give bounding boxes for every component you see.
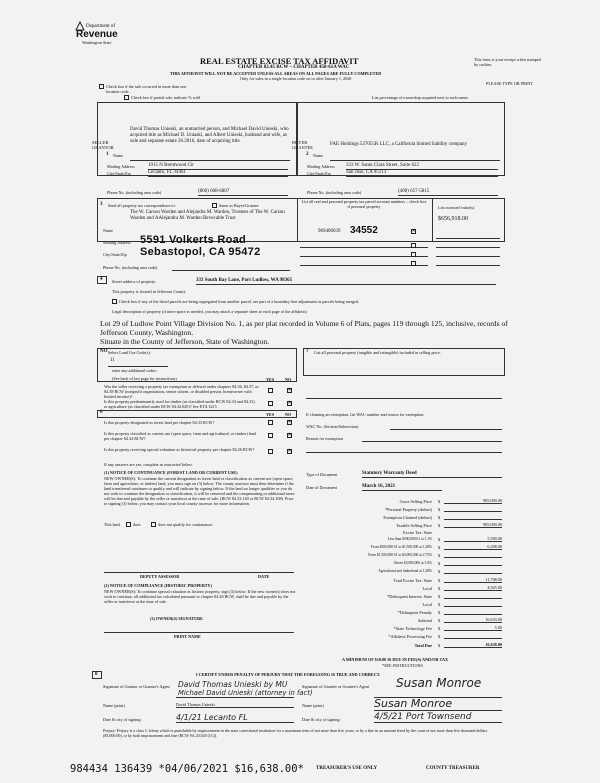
dollar-sign: $	[438, 643, 441, 648]
dollar-sign: $	[438, 626, 441, 631]
section3-name-label: Name	[103, 228, 113, 233]
agency-line3: Washington State	[82, 40, 112, 45]
treasurer-stamp: 984434 136439 *04/06/2021 $16,638.00*	[70, 763, 304, 775]
section3-mailing: 5591 Volkerts Road	[140, 234, 247, 246]
partial-sale-checkbox[interactable]	[124, 95, 129, 100]
tax-row-value: 985,000.00	[444, 498, 502, 504]
s5-no-header: NO	[285, 377, 292, 382]
s6-q2-yes[interactable]	[268, 433, 273, 438]
total-value	[444, 633, 502, 639]
tax-row-label: Exemption Claimed (deduct)	[383, 515, 432, 520]
legal-desc-label: Legal description of property (if more space is needed, you may attach a separate sheet to each page of the affidavit)	[112, 309, 307, 314]
tier-label: Agricultural and timberland at 1.28%	[378, 569, 432, 573]
grantee-date: 4/5/21 Port Townsend	[374, 712, 502, 723]
parcels-header: List all real and personal property tax parcel account numbers – check box if personal property	[301, 199, 427, 209]
seller-city: Lecanto, FL 34461	[148, 170, 288, 177]
s6-q1-no[interactable]	[287, 420, 292, 425]
parcel-personal-checkbox-4[interactable]	[411, 261, 416, 266]
seller-name-label: Name	[113, 153, 123, 158]
multi-location-checkbox[interactable]	[99, 84, 104, 89]
see-back: (See back of last page for instructions)	[112, 376, 177, 381]
total-value: 5.00	[444, 625, 502, 631]
tax-row-label: *Personal Property (deduct)	[385, 507, 432, 512]
section3-city-label: City/State/Zip	[103, 252, 127, 257]
section5-no: NO	[100, 349, 108, 354]
doc-type: Statutory Warranty Deed	[362, 471, 502, 478]
treasurer-use-only: TREASURER'S USE ONLY	[316, 766, 378, 771]
tier-label: From $1,500,000.01 to $3,000,000 at 2.75%	[368, 553, 432, 557]
buyer-phone-label: Phone No. (including area code)	[307, 190, 362, 195]
dor-logo	[76, 24, 118, 45]
situate: Situate in the County of Jefferson, State of Washington.	[100, 337, 270, 346]
does-qualify-checkbox[interactable]	[126, 522, 131, 527]
s5-q1-no[interactable]	[287, 388, 292, 393]
grantor-name: David Thomas Unieski	[176, 702, 294, 708]
grantor-signature: David Thomas Unieski by MU	[178, 680, 288, 689]
dollar-sign: $	[438, 537, 441, 542]
parcel-personal-checkbox-3[interactable]	[411, 252, 416, 257]
s5-q1: Was the seller receiving a property tax exemption or deferral under chapters 84.36, 84.37, or 84.38 RCW (nonprofit organization, senior citizen, or disabled person, homeowner with limited income)?	[104, 384, 259, 399]
tier-value: 5,500.00	[444, 536, 502, 542]
ownership-note: List percentage of ownership acquired next to each name.	[372, 95, 469, 100]
additional-codes: enter any additional codes:	[112, 368, 157, 373]
seller-side-label: SELLER GRANTOR	[92, 140, 114, 150]
parcel-personal-checkbox[interactable]	[411, 229, 416, 234]
form-subtitle: CHAPTER 82.45 RCW – CHAPTER 458-61A WAC	[238, 65, 350, 70]
receipt-note: This form is your receipt when stamped by cashier.	[474, 57, 541, 67]
form-warning: THIS AFFIDAVIT WILL NOT BE ACCEPTED UNLESS ALL AREAS ON ALL PAGES ARE FULLY COMPLETED	[170, 71, 382, 76]
does-not-label: does not qualify for continuance.	[158, 522, 214, 527]
total-label: Total Due	[414, 643, 432, 648]
s5-q2-no[interactable]	[287, 401, 292, 406]
tier-label: Above $3,000,000 at 3.0%	[393, 561, 432, 565]
type-or-print: PLEASE TYPE OR PRINT	[486, 81, 533, 86]
s6-q2-no[interactable]	[287, 433, 292, 438]
doc-type-label: Type of Document	[306, 472, 338, 477]
dollar-sign: $	[438, 515, 441, 520]
see-instructions: *SEE INSTRUCTIONS	[382, 663, 423, 668]
total-value: 4,925.00	[444, 585, 502, 591]
tier-label: Less than $500,000.01 at 1.1%	[387, 537, 432, 541]
tax-row-label: Taxable Selling Price	[396, 523, 432, 528]
grantor-name-label: Name (print)	[103, 703, 125, 708]
land-use-code: 11	[110, 358, 115, 363]
tier-value	[444, 560, 502, 566]
same-as-buyer-checkbox[interactable]	[212, 203, 217, 208]
grantee-date-label: Date & city of signing:	[302, 717, 341, 722]
parcel-a: 969400039	[318, 229, 341, 234]
section3-label: Send all property tax correspondence to:	[108, 203, 176, 208]
notice1-title: (1) NOTICE OF CONTINUANCE (FOREST LAND OR CURRENT USE)	[104, 470, 238, 475]
parcel-b: 34552	[350, 225, 378, 236]
seller-mailing-label: Mailing Address	[107, 164, 135, 169]
dollar-sign: $	[438, 602, 441, 607]
print-name: PRINT NAME	[174, 634, 201, 639]
partial-sale-label: Check box if partial sale, indicate % sold	[131, 95, 200, 100]
buyer-section-no: 2	[306, 152, 309, 157]
s5-yes-header: YES	[266, 377, 275, 382]
buyer-city-label: City/State/Zip	[307, 171, 331, 176]
does-label: does	[133, 522, 141, 527]
dollar-sign: $	[438, 553, 441, 558]
s6-q2: Is this property classified as current use (open space, farm and agricultural, or timber) land per chapter 84.34 RCW?	[104, 431, 256, 441]
county-treasurer: COUNTY TREASURER	[426, 766, 480, 771]
notice2-title: (2) NOTICE OF COMPLIANCE (HISTORIC PROPERTY)	[104, 583, 212, 588]
s5-q2: Is this property predominantly used for timber (as classified under RCW 84.34 and 84.33) or agriculture (as classified under RCW 84.34.020)? See ETA 3215	[104, 399, 255, 409]
dollar-sign: $	[438, 499, 441, 504]
section4-no: 4	[100, 277, 103, 282]
perjury-note: Perjury: Perjury is a class C felony which is punishable by imprisonment in the state correctional institution for a maximum term of not more than five years, or by a fine in an amount fixed by the court of not more than five thousand dollars ($5,000.00), or by both imprisonment and fine (RCW 9A.20.020 (1C)).	[103, 728, 488, 738]
buyer-city: San Jose, CA 95113	[346, 170, 498, 177]
assessor-date: DATE	[258, 574, 270, 579]
grantee-name: Susan Monroe	[374, 697, 502, 711]
total-label: Total Excise Tax: State	[393, 578, 432, 583]
tier-value: 6,208.00	[444, 544, 502, 550]
parcel-personal-checkbox-2[interactable]	[411, 243, 416, 248]
total-label: *Delinquent Penalty	[397, 610, 432, 615]
total-value: 16,633.00	[444, 617, 502, 623]
total-value	[444, 601, 502, 607]
seller-section-no: 1	[106, 152, 109, 157]
multi-location-label: Check box if the sale occurred in more than one location code.	[106, 84, 187, 94]
tier-value	[444, 568, 502, 574]
total-value: 16,638.00	[444, 642, 502, 648]
buyer-side-label: BUYER GRANTEE	[292, 140, 313, 150]
section7-no: 7	[306, 349, 309, 354]
seller-phone-label: Phone No. (including area code)	[107, 190, 162, 195]
section3-city: Sebastopol, CA 95472	[140, 246, 261, 258]
seller-mailing: 1915 N Brentwood Cir	[148, 163, 288, 170]
section6-no: 6	[100, 410, 103, 415]
dollar-sign: $	[438, 586, 441, 591]
dollar-sign: $	[438, 545, 441, 550]
s6-if-yes: If any answers are yes, complete as instructed below.	[104, 462, 193, 467]
land-use-label: Select Land Use Code(s):	[108, 350, 151, 355]
s6-q3: Is this property receiving special valuation as historical property per chapter 84.26 RCW?	[104, 447, 255, 452]
s6-yes-header: YES	[266, 412, 275, 417]
section3-name: The W. Carson Warden and Alejandra M. Warden, Trustees of The W. Carson Warden and AAlejandra M. Warden Revocable Trust	[130, 210, 285, 221]
s6-q3-no[interactable]	[287, 449, 292, 454]
tax-row-value	[444, 514, 502, 520]
does-not-qualify-checkbox[interactable]	[151, 522, 156, 527]
total-value	[444, 609, 502, 615]
s5-q1-yes[interactable]	[268, 388, 273, 393]
s6-q1: Is this property designated as forest land per chapter 84.33 RCW?	[104, 420, 215, 425]
total-label: *Delinquent Interest: State	[387, 594, 432, 599]
form-note: Only for sales in a single location code on or after January 1, 2020	[240, 76, 352, 81]
section8-no: 8	[95, 672, 98, 677]
section3-mailing-label: Mailing Address	[103, 240, 131, 245]
dollar-sign: $	[438, 610, 441, 615]
excise-label: Excise Tax: State	[403, 530, 432, 535]
exemption-note: If claiming an exemption, list WAC number and reason for exemption:	[306, 412, 425, 417]
dollar-sign: $	[438, 594, 441, 599]
s5-q2-yes[interactable]	[268, 401, 273, 406]
grantee-signature: Susan Monroe	[396, 676, 482, 690]
doc-date-label: Date of Document	[306, 485, 337, 490]
buyer-name-label: Name	[313, 153, 323, 158]
this-land-label: This land	[104, 522, 120, 527]
segregated-checkbox[interactable]	[112, 299, 117, 304]
total-value: 11,708.00	[444, 577, 502, 583]
minimum-note: A MINIMUM OF $10.00 IS DUE IN FEE(S) AND/OR TAX	[342, 657, 449, 662]
buyer-mailing-label: Mailing Address	[307, 164, 335, 169]
section3-phone-label: Phone No. (including area code)	[103, 265, 158, 270]
tax-row-value	[444, 506, 502, 512]
dollar-sign: $	[438, 634, 441, 639]
deputy-assessor: DEPUTY ASSESSOR	[140, 574, 180, 579]
dollar-sign: $	[438, 578, 441, 583]
s6-q3-yes[interactable]	[268, 449, 273, 454]
s6-no-header: NO	[285, 412, 292, 417]
dollar-sign: $	[438, 569, 441, 574]
dollar-sign: $	[438, 618, 441, 623]
grantor-signature-2: Michael David Unieski (attorney in fact)	[178, 689, 313, 697]
tier-label: From $500,000.01 to $1,500,000 at 1.28%	[370, 545, 432, 549]
assessed-value: $656,918.00	[438, 216, 468, 222]
buyer-name: FAE Holdings 537055R LLC, a California limited liability company	[330, 142, 467, 147]
total-label: Local	[422, 586, 432, 591]
total-label: Subtotal	[418, 618, 432, 623]
form-title: REAL ESTATE EXCISE TAX AFFIDAVIT	[200, 56, 359, 66]
assessed-header: List assessed value(s)	[438, 205, 475, 210]
grantor-date: 4/1/21 Lecanto FL	[176, 713, 294, 723]
doc-date: March 16, 2021	[362, 484, 442, 491]
street-address-label: Street address of property:	[112, 279, 157, 284]
dollar-sign: $	[438, 561, 441, 566]
seller-phone: (860) 608-6807	[198, 189, 288, 196]
notice2-body: NEW OWNER(S): To continue special valuation as historic property, sign (3) below. If the new owner(s) does not wish to continue, all additional tax calculated pursuant to chapter 84.26 RCW, shall be due and payable by the seller or transferor at the time of sale.	[104, 589, 296, 604]
grantor-sig-label: Signature of Grantor or Grantor's Agent	[103, 684, 170, 689]
wac-label: WAC No. (Section/Subsection)	[306, 424, 359, 429]
segregated-label: Check box if any of the listed parcels are being segregated from another parcel, are part of a boundary line adjustment or parcels being merged.	[119, 299, 360, 304]
dollar-sign: $	[438, 507, 441, 512]
notice1-body: NEW OWNER(S): To continue the current designation as forest land or classification as current use (open space, farm and agriculture, or timber) land, you must sign on (3) below. The county assessor must then determine if the land transferred continues to qualify and will indicate by signing below. If the land no longer qualifies or you do not wish to continue the designation or classification, it will be removed and the compensating or additional taxes will be due and payable by the seller or transferor at the time of sale. (RCW 84.33.140 or RCW 84.34.108). Prior to signing (3) below, you may contact your local county assessor for more information.	[104, 476, 295, 506]
located-in: This property is located in Jefferson County	[112, 289, 186, 294]
agency-line2: Revenue	[76, 29, 118, 40]
total-label: *State Technology Fee	[393, 626, 432, 631]
tax-row-value: 985,000.00	[444, 522, 502, 528]
grantee-sig-label: Signature of Grantee or Grantee's Agent	[302, 684, 370, 689]
certify: I CERTIFY UNDER PENALTY OF PERJURY THAT THE FOREGOING IS TRUE AND CORRECT.	[196, 672, 381, 677]
seller-name: David Thomas Unieski, an unmarried person, and Michael David Unieski, who acquired title as Michael D. Uniaski, and Albert Unieski, husband and wife, as sole and separate estate 26.2016, date of acquiring title	[130, 127, 289, 144]
dor-logo-mark	[74, 20, 86, 32]
s6-q1-yes[interactable]	[268, 420, 273, 425]
section3-no: 3	[100, 202, 103, 207]
grantor-date-label: Date & city of signing:	[103, 717, 142, 722]
personal-property-label: List all personal property (tangible and intangible) included in selling price.	[314, 350, 441, 355]
tier-value	[444, 552, 502, 558]
seller-city-label: City/State/Zip	[107, 171, 131, 176]
agency-line1: Department of	[86, 24, 116, 29]
total-label: *Affidavit Processing Fee	[388, 634, 432, 639]
owner-signature: (3) OWNER(S) SIGNATURE	[150, 616, 203, 621]
street-address: 333 South Bay Lane, Port Ludlow, WA 98365	[196, 278, 496, 285]
buyer-phone: (408) 657-5815	[398, 189, 498, 196]
grantee-name-label: Name (print)	[302, 703, 324, 708]
reason-label: Reason for exemption	[306, 436, 343, 441]
same-as-buyer-label: Same as Buyer/Grantee	[219, 203, 259, 208]
total-label: Local	[422, 602, 432, 607]
buyer-mailing: 333 W. Santa Clara Street, Suite 622	[346, 163, 498, 170]
legal-description: Lot 29 of Ludlow Point Village Division No. 1, as per plat recorded in Volume 6 of Plats, pages 119 through 125, inclusive, records of Jefferson County, Washington.	[100, 319, 508, 337]
dollar-sign: $	[438, 523, 441, 528]
total-value	[444, 593, 502, 599]
tax-row-label: Gross Selling Price	[399, 499, 432, 504]
